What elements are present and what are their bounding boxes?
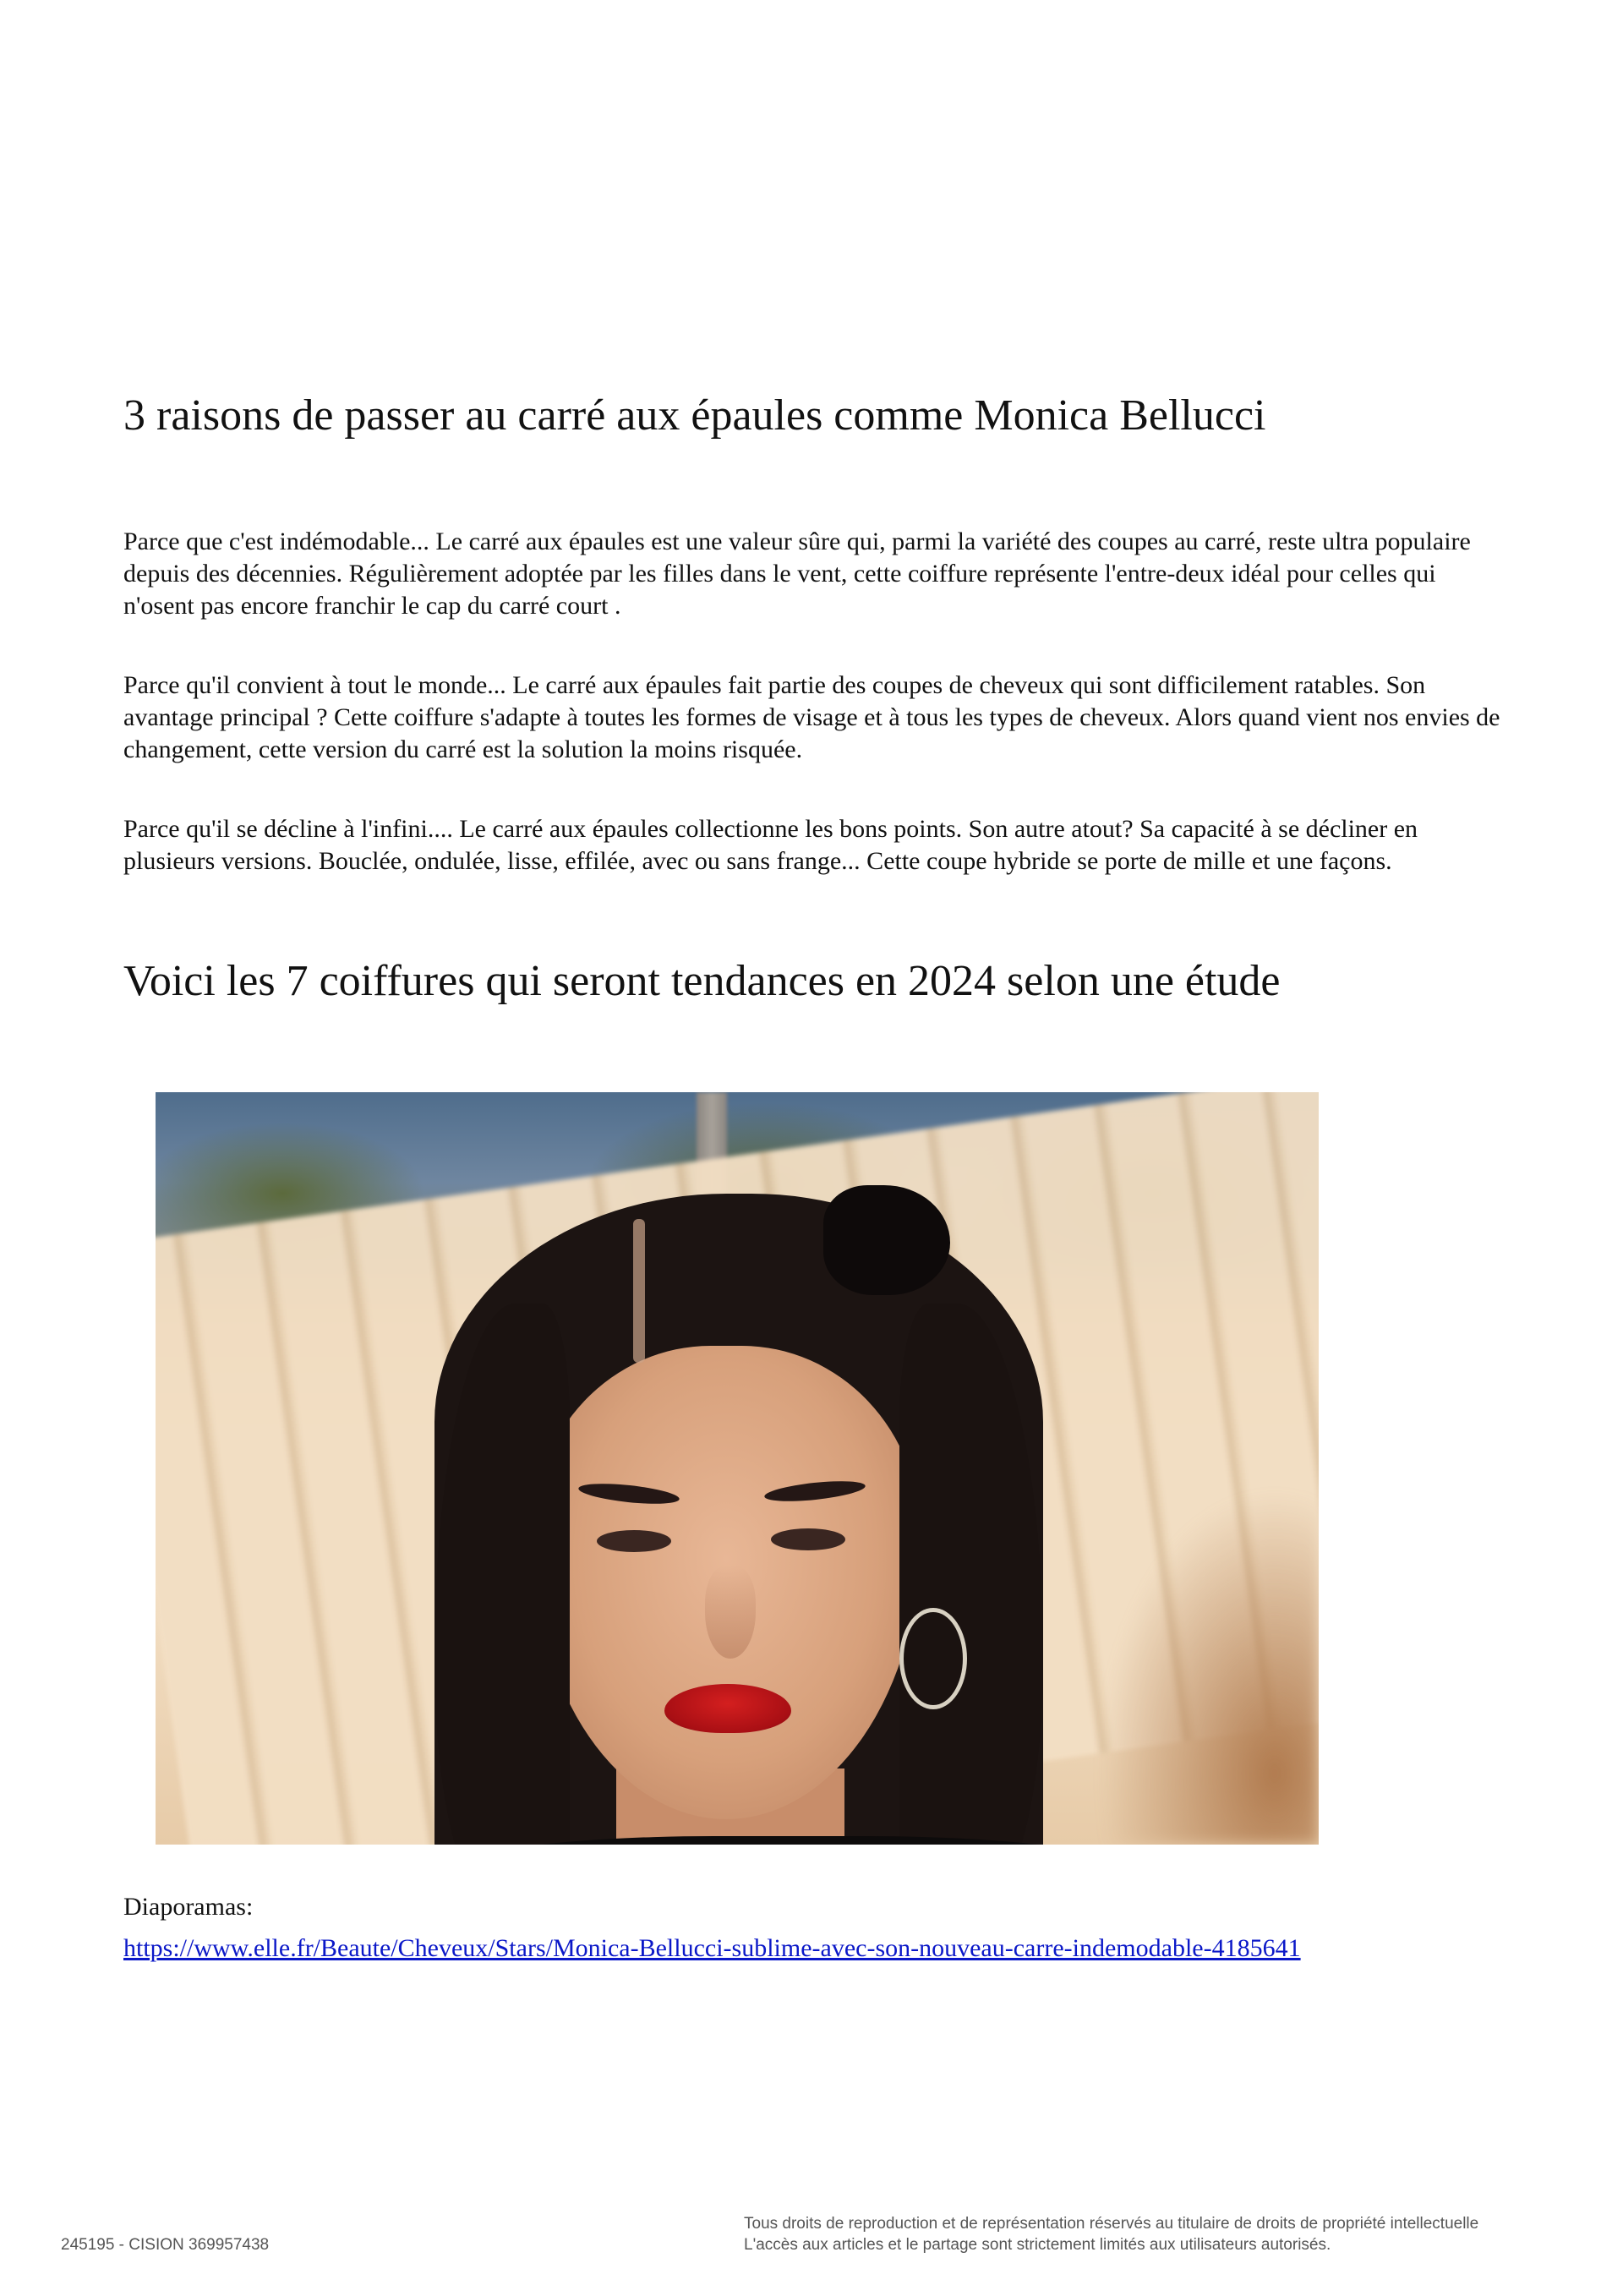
footer-copyright-line: Tous droits de reproduction et de représentation réservés au titulaire de droits de propriété intellectuelle [744, 2215, 1479, 2233]
footer-copyright-notice [744, 2213, 1478, 2255]
article-heading: 3 raisons de passer au carré aux épaules comme Monica Bellucci [123, 391, 1266, 440]
article-paragraph: Parce qu'il convient à tout le monde... Le carré aux épaules fait partie des coupes de cheveux qui sont difficilement ratables. Son avantage principal ? Cette coiffure s'adapte à toutes les formes de visage et à tous les types de cheveux. Alors quand vient nos envies de changement, cette version du carré est la solution la moins risquée. [123, 671, 1500, 763]
diaporamas-link[interactable]: https://www.elle.fr/Beaute/Cheveux/Stars/Monica-Bellucci-sublime-avec-son-nouveau-carre-indemodable-4185641 [123, 1934, 1301, 1962]
diaporamas-label: Diaporamas: [123, 1893, 254, 1921]
article-paragraph: Parce qu'il se décline à l'infini.... Le carré aux épaules collectionne les bons points. Son autre atout? Sa capacité à se décliner en plusieurs versions. Bouclée, ondulée, lisse, effilée, avec ou sans frange... Cette coupe hybride se porte de mille et une façons. [123, 815, 1418, 875]
footer-access-line: L'accès aux articles et le partage sont strictement limités aux utilisateurs autorisés. [744, 2236, 1331, 2254]
article-subheading: Voici les 7 coiffures qui seront tendances en 2024 selon une étude [123, 957, 1281, 1005]
article-paragraph: Parce que c'est indémodable... Le carré aux épaules est une valeur sûre qui, parmi la variété des coupes au carré, reste ultra populaire depuis des décennies. Régulièrement adoptée par les filles dans le vent, cette coiffure représente l'entre-deux idéal pour celles qui n'osent pas encore franchir le cap du carré court . [123, 528, 1471, 620]
article-photo [156, 1092, 1319, 1845]
footer-reference: 245195 - CISION 369957438 [61, 2236, 270, 2254]
